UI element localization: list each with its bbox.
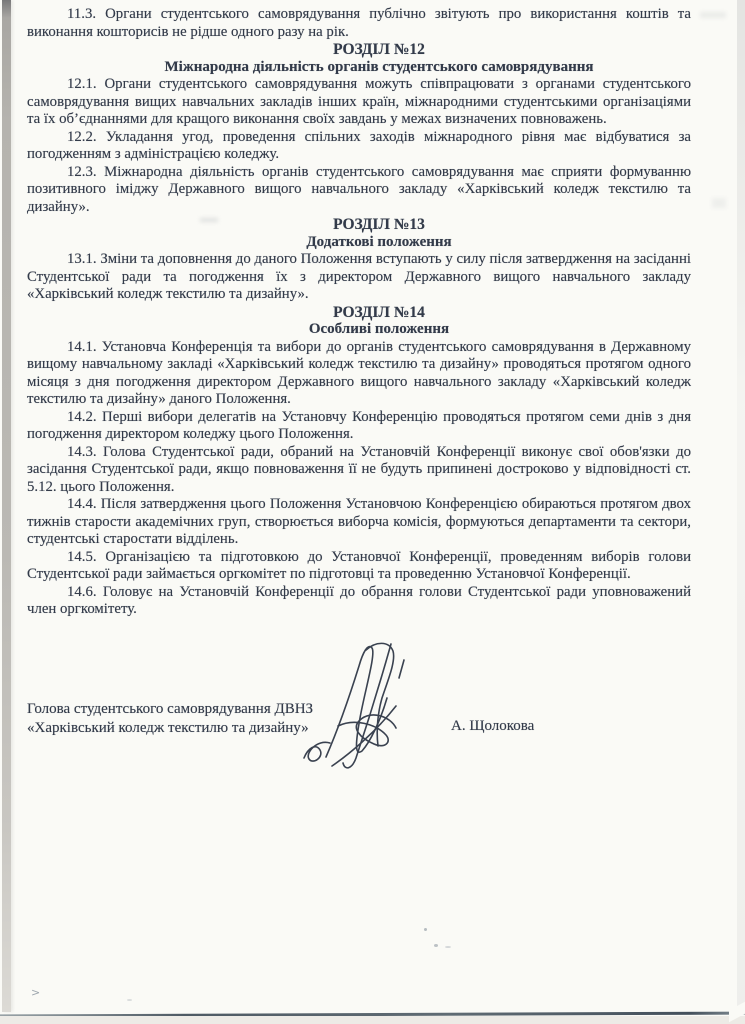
section-14-heading: РОЗДІЛ №14 — [333, 303, 425, 321]
section-12-heading: РОЗДІЛ №12 — [333, 41, 425, 58]
section-14-subheading: Особливі положення — [308, 321, 450, 337]
signature-name: А. Щолокова — [451, 718, 535, 734]
scan-smudge — [306, 257, 316, 261]
paragraph-12-1: 12.1. Органи студентського самоврядування можуть співпрацювати з органами студентського самоврядування вищих навчальних закладів інших країн, міжнародними студентськими організаціями та їх об’єднаннями для кращого виконання своїх завдань у межах визначених повноважень. — [27, 76, 691, 127]
signature-role-line2: «Харківський коледж текстилю та дизайну» — [27, 719, 309, 736]
paragraph-14-3: 14.3. Голова Студентської ради, обраний на Установчій Конференції виконує свої обов'язки до засідання Студентської ради, якщо повноваження її не будуть припинені достроково у відповідності ст. 5.12. цього Положення. — [27, 443, 691, 495]
scan-speck — [434, 944, 438, 947]
scan-smudge — [712, 198, 726, 208]
scan-speck — [424, 928, 427, 931]
paragraph-14-6: 14.6. Головує на Установчій Конференції до обрання голови Студентської ради уповноважений член оргкомітету. — [27, 583, 691, 617]
signature-scribble — [296, 638, 444, 780]
paragraph-11-3: 11.3. Органи студентського самоврядування публічно звітують про використання коштів та виконання кошторисів не рідше одного разу на рік. — [27, 6, 691, 40]
section-12-subheading: Міжнародна діяльність органів студентського самоврядування — [164, 58, 594, 75]
scan-smudge — [700, 12, 726, 18]
paragraph-14-1: 14.1. Установча Конференція та вибори до органів студентського самоврядування в Державному вищому навчальному закладі «Харківський коледж текстилю та дизайну» проводяться протягом одного місяця з дня погодження директором Державного вищого навчального закладу «Харківський коледж текстилю та дизайну» даного Положення. — [27, 338, 691, 407]
paragraph-13-1: 13.1. Зміни та доповнення до даного Положення вступають у силу після затвердження на засіданні Студентської ради та погодження їх з директором Державного вищого навчального закладу «Харківський коледж текстилю та дизайну». — [27, 251, 691, 302]
scan-right-edge-shade — [737, 0, 745, 1012]
paragraph-12-2: 12.2. Укладання угод, проведення спільних заходів міжнародного рівня має відбуватися за погодженням з адміністрацією коледжу. — [27, 128, 691, 162]
scan-speck — [445, 946, 451, 948]
paragraph-12-3: 12.3. Міжнародна діяльність органів студентського самоврядування має сприяти формуванню позитивного іміджу Державного вищого навчального закладу «Харківський коледж текстилю та дизайну». — [27, 163, 691, 215]
scan-smudge — [200, 218, 218, 222]
section-13-heading: РОЗДІЛ №13 — [333, 216, 425, 233]
scan-left-edge-band — [2, 0, 11, 1012]
page-bottom-strip — [0, 1016, 745, 1024]
scan-speck — [127, 999, 132, 1001]
paragraph-14-4: 14.4. Після затвердження цього Положення Установчою Конференцією обираються протягом двох тижнів старости академічних груп, створюється виборча комісія, формуються департаменти та сектори, студентські старостати відділень. — [27, 496, 691, 547]
document-body — [27, 6, 691, 619]
scan-pen-mark: > — [31, 986, 41, 999]
section-13-subheading: Додаткові положення — [306, 233, 452, 250]
paragraph-14-5: 14.5. Організацією та підготовкою до Установчої Конференції, проведенням виборів голови Студентської ради займається оргкомітет по підготовці та проведенню Установчої Конференції. — [27, 548, 691, 582]
signature-role-line1: Голова студентського самоврядування ДВНЗ — [27, 701, 314, 717]
paragraph-14-2: 14.2. Перші вибори делегатів на Установчу Конференцію проводяться протягом семи днів з дня погодження директором коледжу цього Положення. — [27, 408, 691, 442]
